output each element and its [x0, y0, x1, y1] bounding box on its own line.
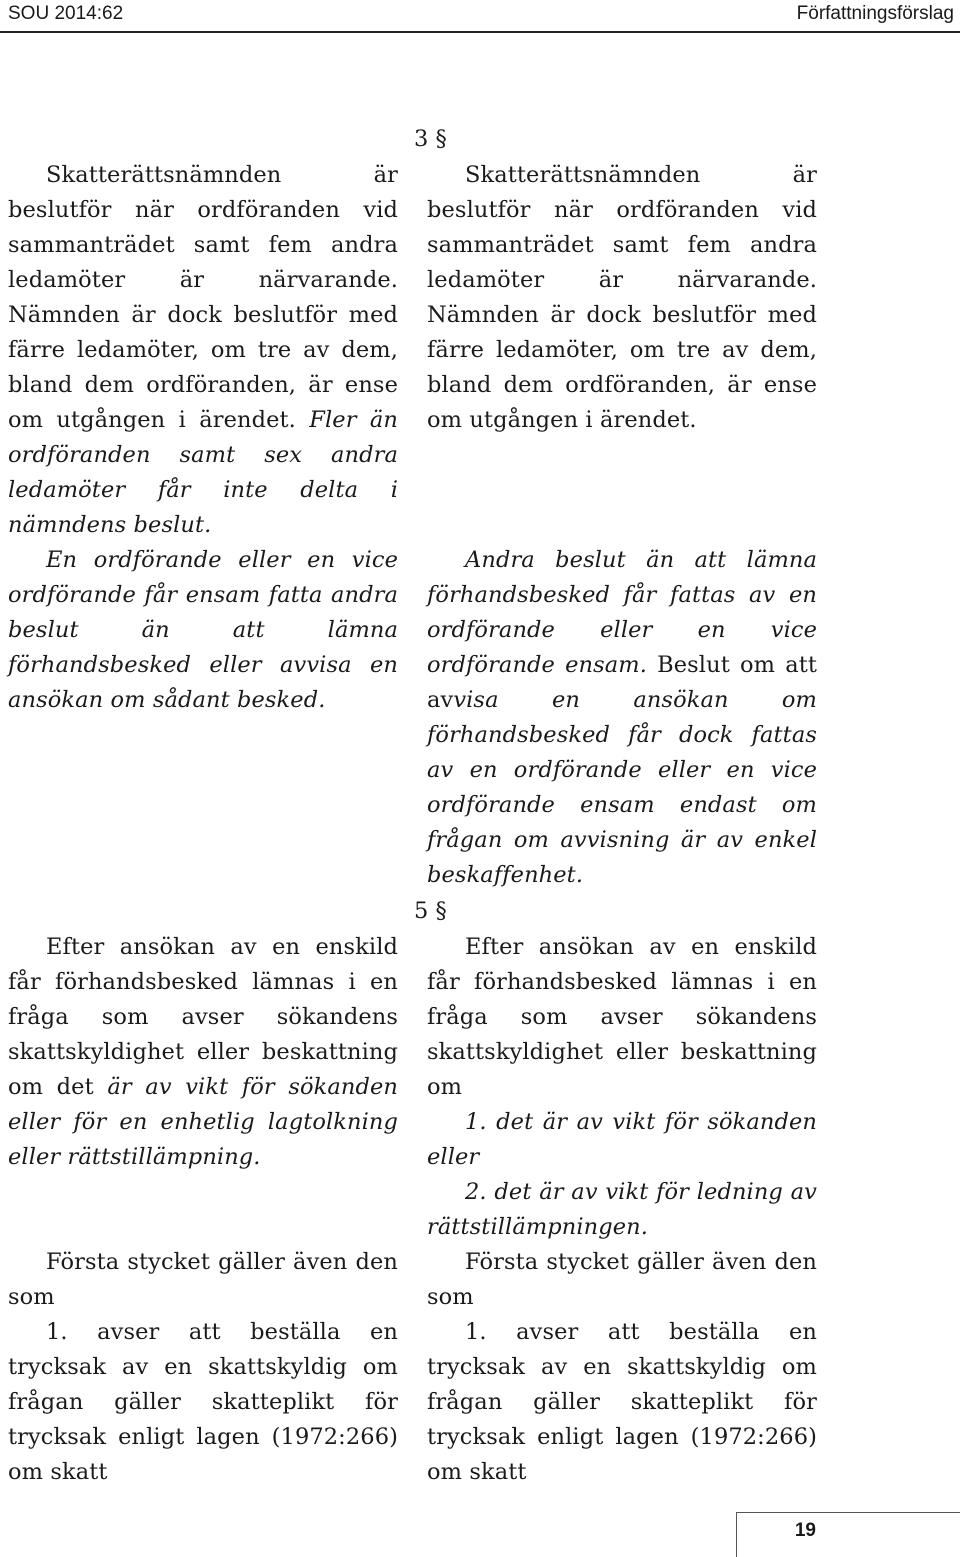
proposal-item-2-new: 2. det är av vikt för ledning av rättstillämpningen. — [427, 1179, 817, 1240]
current-law-text-5-regular: Efter ansökan av en enskild får förhandsbesked lämnas i en fråga som avser sökandens skattskyldighet eller beskattning om det — [8, 934, 398, 1100]
current-law-second-paragraph: En ordförande eller en vice ordförande får ensam fatta andra beslut än att lämna förhandsbesked eller avvisa en ansökan om sådant besked. — [8, 547, 398, 713]
proposal-text-5: Efter ansökan av en enskild får förhandsbesked lämnas i en fråga som avser sökandens skattskyldighet eller beskattning om — [427, 934, 817, 1100]
proposal-second-paragraph — [427, 543, 817, 893]
footer-rule-vertical — [736, 1512, 737, 1557]
proposal-paragraph-1 — [427, 158, 817, 893]
proposal-text-regular: Beslut om att av — [427, 652, 817, 713]
current-law-paragraph-1 — [8, 158, 398, 718]
current-law-paragraph-5 — [8, 930, 398, 1490]
proposal-text-new-2: visa en ansökan om förhandsbesked får dock fattas av en ordförande eller en vice ordförande ensam endast om frågan om avvisning är av enkel beskaffenhet. — [427, 687, 817, 888]
current-law-item-1: 1. avser att beställa en trycksak av en skattskyldig om frågan gäller skatteplikt för trycksak enligt lagen (1972:266) om skatt — [8, 1319, 398, 1485]
proposal-item-1: 1. avser att beställa en trycksak av en skattskyldig om frågan gäller skatteplikt för trycksak enligt lagen (1972:266) om skatt — [427, 1319, 817, 1485]
section-5-label: 5 § — [414, 898, 447, 924]
current-law-text-struck: Fler än ordföranden samt sex andra ledamöter får inte delta i nämndens beslut. — [8, 407, 398, 538]
footer-rule — [736, 1512, 960, 1513]
report-number: SOU 2014:62 — [8, 3, 124, 24]
current-law-second-paragraph-5: Första stycket gäller även den som — [8, 1249, 398, 1310]
current-law-text-5 — [8, 930, 398, 1175]
proposal-paragraph-5 — [427, 930, 817, 1490]
current-law-text — [8, 158, 398, 543]
proposal-text-new: Andra beslut än att lämna förhandsbesked får fattas av en ordförande eller en vice ordförande ensam. — [427, 547, 817, 678]
header-rule — [0, 31, 960, 33]
section-title: Författningsförslag — [796, 3, 954, 24]
current-law-text-5-struck: är av vikt för sökanden eller för en enhetlig lagtolkning eller rättstillämpning. — [8, 1074, 398, 1170]
proposal-item-1-new: 1. det är av vikt för sökanden eller — [427, 1109, 817, 1170]
proposal-text: Skatterättsnämnden är beslutför när ordföranden vid sammanträdet samt fem andra ledamöter är närvarande. Nämnden är dock beslutför med färre ledamöter, om tre av dem, bland dem ordföranden, är ense om utgången i ärendet. — [427, 162, 817, 433]
current-law-text-regular: Skatterättsnämnden är beslutför när ordföranden vid sammanträdet samt fem andra ledamöter är närvarande. Nämnden är dock beslutför med färre ledamöter, om tre av dem, bland dem ordföranden, är ense om utgången i ärendet. — [8, 162, 398, 433]
page-number: 19 — [794, 1520, 816, 1541]
proposal-second-paragraph-5: Första stycket gäller även den som — [427, 1249, 817, 1310]
section-3-label: 3 § — [414, 126, 447, 152]
